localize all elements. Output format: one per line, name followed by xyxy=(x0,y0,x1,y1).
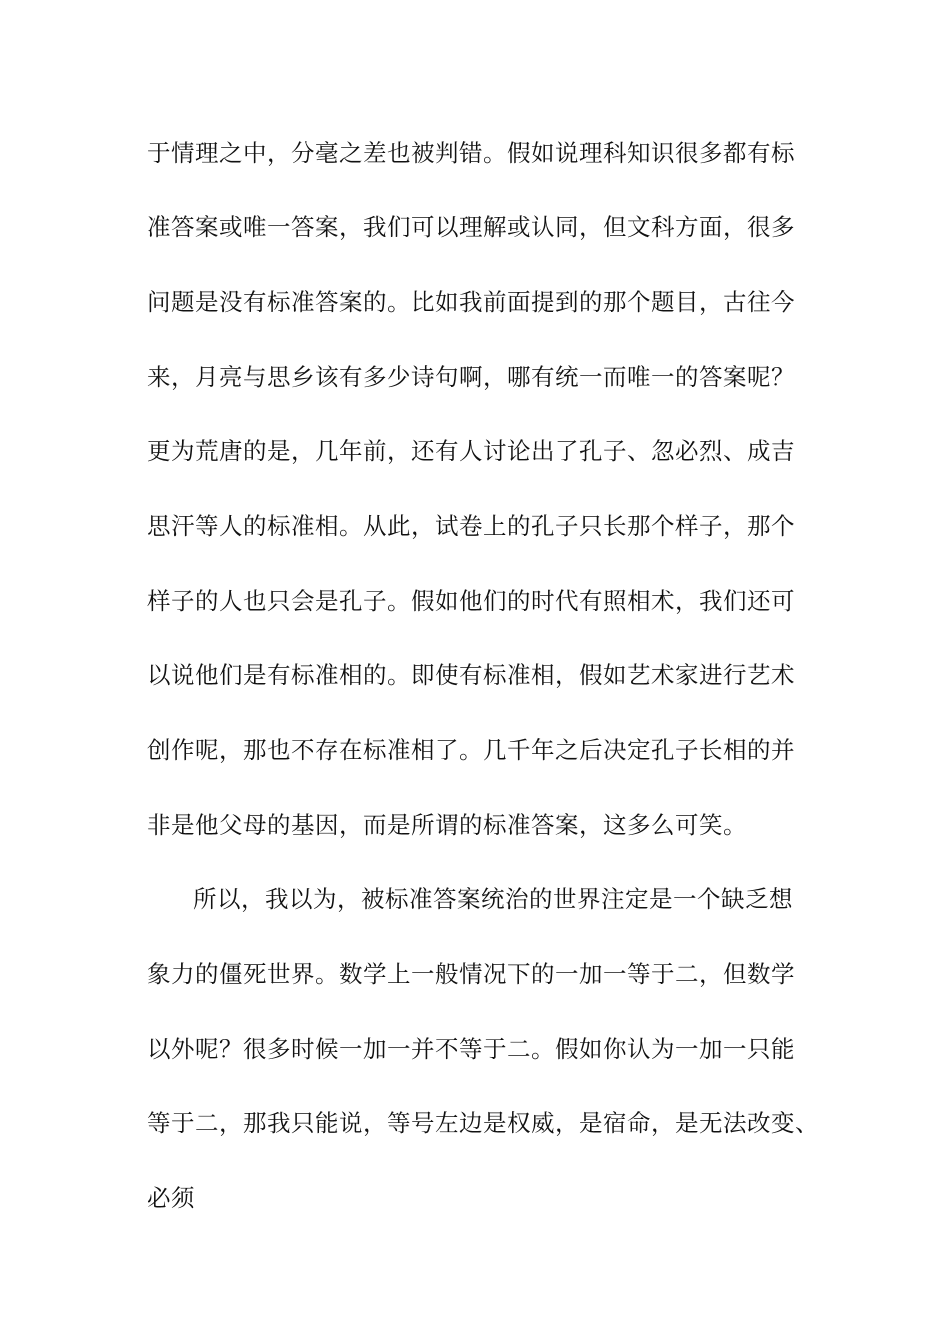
text-line: 于情理之中，分毫之差也被判错。假如说理科知识很多都有标 xyxy=(147,139,795,167)
text-line: 思汗等人的标准相。从此，试卷上的孔子只长那个样子，那个 xyxy=(147,512,795,540)
paragraph-first-line: 所以，我以为，被标准答案统治的世界注定是一个缺乏想 xyxy=(193,885,793,913)
text-line: 等于二，那我只能说，等号左边是权威，是宿命，是无法改变、 xyxy=(147,1109,819,1137)
text-line: 问题是没有标准答案的。比如我前面提到的那个题目，古往今 xyxy=(147,288,795,316)
text-line: 以说他们是有标准相的。即使有标准相，假如艺术家进行艺术 xyxy=(147,661,795,689)
text-line: 样子的人也只会是孔子。假如他们的时代有照相术，我们还可 xyxy=(147,587,795,615)
text-line: 象力的僵死世界。数学上一般情况下的一加一等于二，但数学 xyxy=(147,960,795,988)
text-line: 来，月亮与思乡该有多少诗句啊，哪有统一而唯一的答案呢？ xyxy=(147,363,795,391)
text-line: 准答案或唯一答案，我们可以理解或认同，但文科方面，很多 xyxy=(147,213,795,241)
text-line: 更为荒唐的是，几年前，还有人讨论出了孔子、忽必烈、成吉 xyxy=(147,437,795,465)
text-line: 以外呢？很多时候一加一并不等于二。假如你认为一加一只能 xyxy=(147,1035,795,1063)
text-line: 创作呢，那也不存在标准相了。几千年之后决定孔子长相的并 xyxy=(147,736,795,764)
text-line: 非是他父母的基因，而是所谓的标准答案，这多么可笑。 xyxy=(147,811,747,839)
text-line: 必须 xyxy=(147,1184,195,1212)
